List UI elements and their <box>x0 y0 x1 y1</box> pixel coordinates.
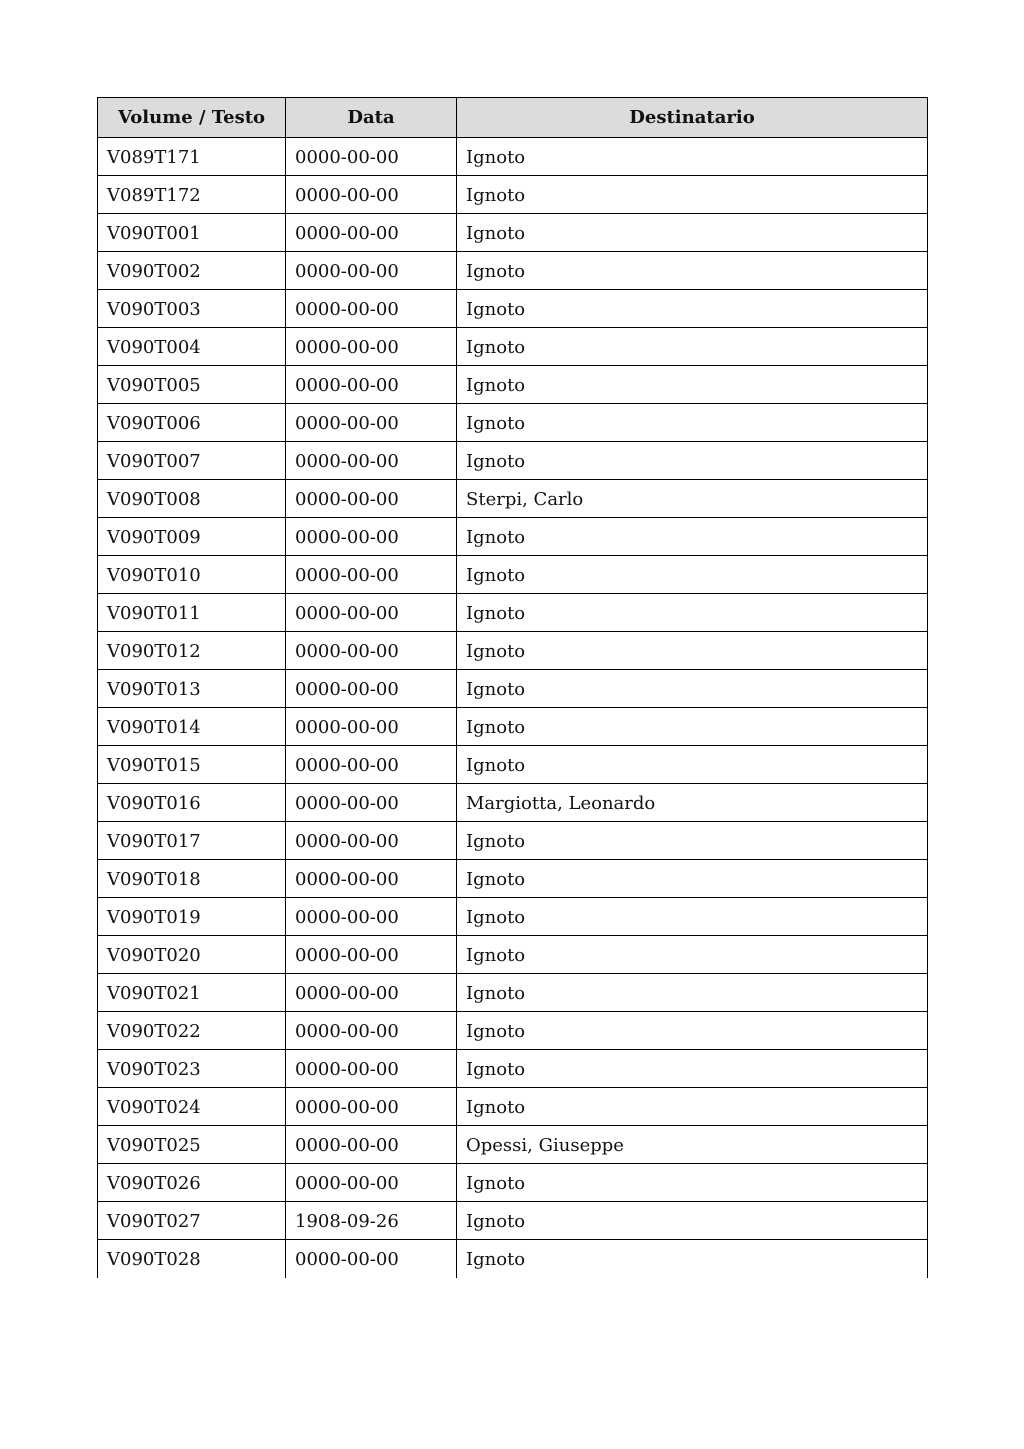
cell-volume-testo: V090T016 <box>98 784 286 822</box>
cell-volume-testo: V090T012 <box>98 632 286 670</box>
table-row <box>98 708 928 746</box>
table-body <box>98 138 928 1278</box>
table-row <box>98 746 928 784</box>
cell-volume-testo: V090T001 <box>98 214 286 252</box>
cell-destinatario: Ignoto <box>457 518 928 556</box>
cell-data: 0000-00-00 <box>286 898 457 936</box>
table-row <box>98 1126 928 1164</box>
table-row <box>98 632 928 670</box>
cell-data: 0000-00-00 <box>286 1126 457 1164</box>
cell-data: 0000-00-00 <box>286 290 457 328</box>
cell-data: 1908-09-26 <box>286 1202 457 1240</box>
table-row <box>98 176 928 214</box>
cell-destinatario: Ignoto <box>457 936 928 974</box>
cell-destinatario: Ignoto <box>457 1240 928 1278</box>
cell-destinatario: Ignoto <box>457 1050 928 1088</box>
cell-volume-testo: V090T009 <box>98 518 286 556</box>
cell-volume-testo: V090T022 <box>98 1012 286 1050</box>
cell-data: 0000-00-00 <box>286 214 457 252</box>
table-row <box>98 518 928 556</box>
cell-data: 0000-00-00 <box>286 594 457 632</box>
table-row <box>98 1050 928 1088</box>
cell-volume-testo: V090T021 <box>98 974 286 1012</box>
table-row <box>98 214 928 252</box>
cell-volume-testo: V090T010 <box>98 556 286 594</box>
cell-volume-testo: V089T171 <box>98 138 286 176</box>
cell-volume-testo: V090T011 <box>98 594 286 632</box>
cell-volume-testo: V090T015 <box>98 746 286 784</box>
table-row <box>98 366 928 404</box>
cell-volume-testo: V090T018 <box>98 860 286 898</box>
cell-destinatario: Ignoto <box>457 138 928 176</box>
cell-volume-testo: V090T027 <box>98 1202 286 1240</box>
cell-data: 0000-00-00 <box>286 404 457 442</box>
cell-volume-testo: V090T013 <box>98 670 286 708</box>
table-row <box>98 404 928 442</box>
cell-destinatario: Sterpi, Carlo <box>457 480 928 518</box>
cell-destinatario: Ignoto <box>457 442 928 480</box>
table-row <box>98 328 928 366</box>
cell-data: 0000-00-00 <box>286 442 457 480</box>
cell-destinatario: Ignoto <box>457 860 928 898</box>
cell-volume-testo: V090T017 <box>98 822 286 860</box>
cell-volume-testo: V090T014 <box>98 708 286 746</box>
table-row <box>98 442 928 480</box>
table-row <box>98 138 928 176</box>
table-row <box>98 784 928 822</box>
cell-volume-testo: V090T023 <box>98 1050 286 1088</box>
cell-destinatario: Opessi, Giuseppe <box>457 1126 928 1164</box>
header-destinatario: Destinatario <box>457 98 928 138</box>
cell-volume-testo: V090T019 <box>98 898 286 936</box>
cell-data: 0000-00-00 <box>286 632 457 670</box>
cell-destinatario: Ignoto <box>457 708 928 746</box>
cell-data: 0000-00-00 <box>286 784 457 822</box>
cell-volume-testo: V090T003 <box>98 290 286 328</box>
cell-destinatario: Ignoto <box>457 176 928 214</box>
cell-data: 0000-00-00 <box>286 480 457 518</box>
table-row <box>98 860 928 898</box>
table-row <box>98 480 928 518</box>
table-row <box>98 556 928 594</box>
cell-data: 0000-00-00 <box>286 1164 457 1202</box>
header-row <box>98 98 928 138</box>
table-row <box>98 974 928 1012</box>
cell-destinatario: Margiotta, Leonardo <box>457 784 928 822</box>
cell-data: 0000-00-00 <box>286 176 457 214</box>
cell-destinatario: Ignoto <box>457 670 928 708</box>
table-row <box>98 1088 928 1126</box>
cell-destinatario: Ignoto <box>457 328 928 366</box>
cell-volume-testo: V090T004 <box>98 328 286 366</box>
cell-data: 0000-00-00 <box>286 1240 457 1278</box>
table-row <box>98 1202 928 1240</box>
cell-volume-testo: V089T172 <box>98 176 286 214</box>
cell-destinatario: Ignoto <box>457 746 928 784</box>
cell-data: 0000-00-00 <box>286 518 457 556</box>
cell-volume-testo: V090T020 <box>98 936 286 974</box>
cell-destinatario: Ignoto <box>457 556 928 594</box>
cell-destinatario: Ignoto <box>457 1202 928 1240</box>
table-header <box>98 98 928 138</box>
cell-data: 0000-00-00 <box>286 746 457 784</box>
cell-destinatario: Ignoto <box>457 366 928 404</box>
table-row <box>98 898 928 936</box>
cell-data: 0000-00-00 <box>286 328 457 366</box>
cell-data: 0000-00-00 <box>286 1088 457 1126</box>
cell-volume-testo: V090T026 <box>98 1164 286 1202</box>
cell-destinatario: Ignoto <box>457 632 928 670</box>
cell-data: 0000-00-00 <box>286 670 457 708</box>
table-row <box>98 822 928 860</box>
cell-data: 0000-00-00 <box>286 860 457 898</box>
cell-volume-testo: V090T005 <box>98 366 286 404</box>
table-row <box>98 1164 928 1202</box>
cell-data: 0000-00-00 <box>286 556 457 594</box>
table-row <box>98 1240 928 1278</box>
cell-data: 0000-00-00 <box>286 1050 457 1088</box>
cell-volume-testo: V090T006 <box>98 404 286 442</box>
cell-data: 0000-00-00 <box>286 1012 457 1050</box>
cell-destinatario: Ignoto <box>457 974 928 1012</box>
cell-destinatario: Ignoto <box>457 404 928 442</box>
table-row <box>98 252 928 290</box>
cell-destinatario: Ignoto <box>457 822 928 860</box>
table-row <box>98 670 928 708</box>
cell-volume-testo: V090T028 <box>98 1240 286 1278</box>
cell-volume-testo: V090T008 <box>98 480 286 518</box>
cell-destinatario: Ignoto <box>457 1088 928 1126</box>
cell-volume-testo: V090T025 <box>98 1126 286 1164</box>
table-row <box>98 1012 928 1050</box>
cell-destinatario: Ignoto <box>457 252 928 290</box>
cell-destinatario: Ignoto <box>457 898 928 936</box>
cell-destinatario: Ignoto <box>457 1012 928 1050</box>
cell-data: 0000-00-00 <box>286 822 457 860</box>
header-data: Data <box>286 98 457 138</box>
cell-data: 0000-00-00 <box>286 974 457 1012</box>
cell-data: 0000-00-00 <box>286 708 457 746</box>
cell-data: 0000-00-00 <box>286 936 457 974</box>
cell-data: 0000-00-00 <box>286 252 457 290</box>
cell-destinatario: Ignoto <box>457 290 928 328</box>
table-row <box>98 936 928 974</box>
cell-destinatario: Ignoto <box>457 594 928 632</box>
table-row <box>98 594 928 632</box>
cell-volume-testo: V090T024 <box>98 1088 286 1126</box>
cell-volume-testo: V090T002 <box>98 252 286 290</box>
cell-data: 0000-00-00 <box>286 366 457 404</box>
cell-data: 0000-00-00 <box>286 138 457 176</box>
cell-destinatario: Ignoto <box>457 1164 928 1202</box>
letters-table <box>97 97 928 1278</box>
cell-volume-testo: V090T007 <box>98 442 286 480</box>
cell-destinatario: Ignoto <box>457 214 928 252</box>
header-volume-testo: Volume / Testo <box>98 98 286 138</box>
table-row <box>98 290 928 328</box>
